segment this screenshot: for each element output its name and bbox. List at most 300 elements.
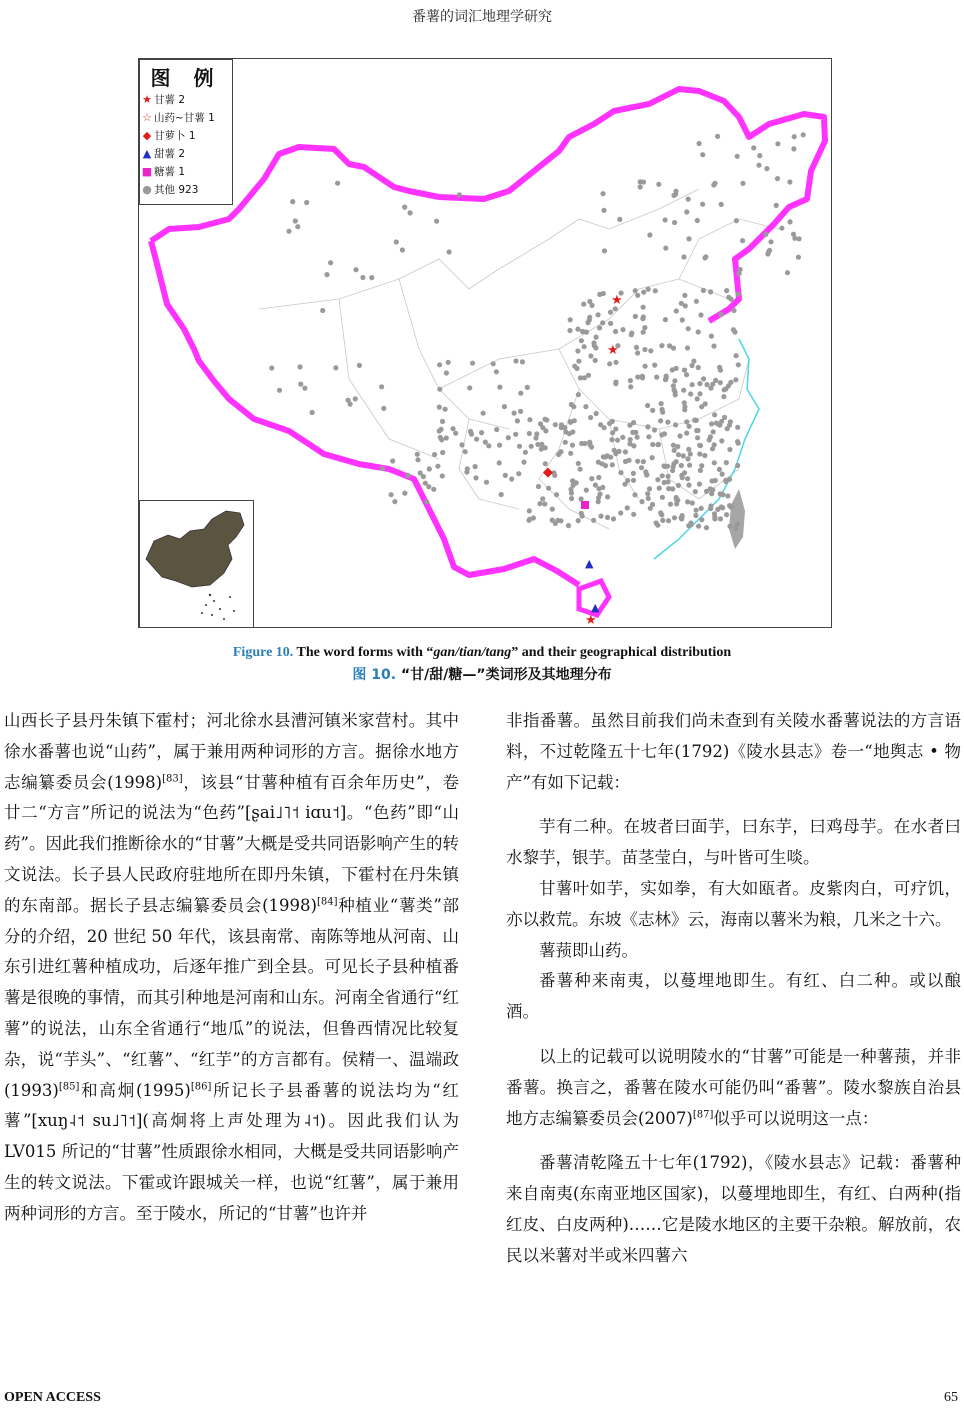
location-dot [572, 418, 577, 423]
location-dot [353, 267, 358, 272]
location-dot [512, 411, 517, 416]
location-dot [678, 433, 683, 438]
location-dot [494, 427, 499, 432]
location-dot [484, 480, 489, 485]
location-dot [593, 358, 598, 363]
marker-gan-shu: ★ [611, 293, 623, 308]
legend-label: 甘薯 2 [154, 93, 186, 106]
location-dot [494, 369, 499, 374]
location-dot [602, 248, 607, 253]
location-dot [567, 328, 572, 333]
location-dot [709, 334, 714, 339]
location-dot [335, 181, 340, 186]
location-dot [406, 473, 411, 478]
location-dot [632, 492, 637, 497]
location-dot [673, 422, 678, 427]
location-dot [450, 426, 455, 431]
figure-caption-zh [0, 664, 964, 684]
location-dot [711, 344, 716, 349]
body-paragraph: 非指番薯。虽然目前我们尚未查到有关陵水番薯说法的方言语料，不过乾隆五十七年(1792)《陵水县志》卷一“地舆志 • 物产”有如下记载： [506, 711, 961, 792]
location-dot [679, 473, 684, 478]
location-dot [671, 443, 676, 448]
location-dot [724, 460, 729, 465]
location-dot [736, 362, 741, 367]
location-dot [618, 510, 623, 515]
location-dot [596, 475, 601, 480]
location-dot [618, 470, 623, 475]
location-dot [763, 232, 768, 237]
location-dot [695, 435, 700, 440]
location-dot [652, 363, 657, 368]
location-dot [700, 152, 705, 157]
location-dot [699, 463, 704, 468]
location-dot [686, 523, 691, 528]
national-border [151, 89, 825, 321]
legend-item [140, 90, 232, 108]
location-dot [513, 432, 518, 437]
location-dot [463, 449, 468, 454]
location-dot [673, 392, 678, 397]
location-dot [642, 347, 647, 352]
location-dot [720, 472, 725, 477]
location-dot [699, 506, 704, 511]
location-dot [579, 496, 584, 501]
location-dot [672, 515, 677, 520]
location-dot [523, 450, 528, 455]
location-dot [434, 219, 439, 224]
location-dot [470, 361, 475, 366]
location-dot [379, 384, 384, 389]
location-dot [563, 440, 568, 445]
location-dot [402, 491, 407, 496]
location-dot [576, 359, 581, 364]
location-dot [479, 430, 484, 435]
left-column [4, 706, 459, 1230]
location-dot [605, 515, 610, 520]
location-dot [527, 508, 532, 513]
block-quote: 芋有二种。在坡者曰面芋，曰东芋，曰鸡母芋。在水者曰水黎芋，银芋。苗茎莹白，与叶皆可生啖。 [506, 817, 961, 868]
location-dot [389, 492, 394, 497]
location-dot [310, 410, 315, 415]
location-dot [570, 429, 575, 434]
location-dot [700, 202, 705, 207]
location-dot [529, 444, 534, 449]
location-dot [521, 460, 526, 465]
location-dot [650, 442, 655, 447]
text-run: 种植业“薯类”部分的介绍，20 世纪 50 年代，该县南常、南陈等地从河南、山东引进红薯种植成功，后逐年推广到全县。可见长子县种植番薯是很晚的事情，而其引种地是河南和山东。河南全省通行“红薯”的说法，山东全省通行“地瓜”的说法，但鲁西情况比较复杂，说“芋头”、“红薯”、“红芋”的方言都有。侯精一、温端政(1993) [4, 895, 459, 1100]
location-dot [788, 219, 793, 224]
location-dot [663, 317, 668, 322]
location-dot [589, 303, 594, 308]
location-dot [554, 492, 559, 497]
legend-item [140, 144, 232, 162]
location-dot [610, 462, 615, 467]
location-dot [582, 344, 587, 349]
location-dot [607, 361, 612, 366]
location-dot [666, 474, 671, 479]
triangle-icon: ▲ [142, 146, 152, 160]
location-dot [674, 501, 679, 506]
location-dot [591, 518, 596, 523]
location-dot [674, 459, 679, 464]
inset-china-shape [146, 511, 244, 587]
marker-tang-shu [581, 501, 589, 509]
star-icon: ★ [142, 92, 152, 106]
location-dot [588, 353, 593, 358]
location-dot [732, 330, 737, 335]
location-dot [775, 176, 780, 181]
block-quote: 薯蓣即山药。 [539, 940, 638, 960]
location-dot [473, 475, 478, 480]
location-dot [579, 338, 584, 343]
marker-gan-shu: ★ [607, 343, 619, 358]
location-dot [592, 343, 597, 348]
location-dot [625, 478, 630, 483]
location-dot [520, 359, 525, 364]
location-dot [431, 487, 436, 492]
location-dot [681, 254, 686, 259]
location-dot [658, 418, 663, 423]
location-dot [633, 314, 638, 319]
location-dot [513, 358, 518, 363]
location-dot [681, 453, 686, 458]
location-dot [682, 368, 687, 373]
location-dot [600, 320, 605, 325]
location-dot [641, 459, 646, 464]
marker-gan-luobo: ◆ [543, 465, 553, 480]
location-dot [735, 463, 740, 468]
location-dot [740, 238, 745, 243]
location-dot [676, 452, 681, 457]
location-dot [712, 516, 717, 521]
location-dot [380, 466, 385, 471]
location-dot [381, 406, 386, 411]
location-dot [722, 415, 727, 420]
location-dot [333, 365, 338, 370]
location-dot [615, 438, 620, 443]
location-dot [506, 435, 511, 440]
location-dot [711, 429, 716, 434]
location-dot [527, 431, 532, 436]
location-dot [676, 483, 681, 488]
text-run: 所记长子县番薯的说法均为“红薯”[xuŋ˨˦ su˩˥˦](高炯将上声处理为˨˦)。因此我们认为 LV015 所记的“甘薯”性质跟徐水相同，大概是受共同语影响产生的转文说法。下霍或许跟城关一样，也说“红薯”，属于兼用两种词形的方言。至于陵水，所记的“甘薯”也许并 [4, 1080, 459, 1223]
location-dot [662, 431, 667, 436]
inset-map-graphic [140, 501, 254, 628]
running-head: 番薯的词汇地理学研究 [412, 9, 552, 25]
location-dot [659, 343, 664, 348]
location-dot [440, 473, 445, 478]
citation-ref: [83] [162, 773, 183, 785]
location-dot [672, 220, 677, 225]
location-dot [697, 381, 702, 386]
location-dot [685, 456, 690, 461]
location-dot [724, 288, 729, 293]
text-run: ，该县“甘薯种植有百余年历史”，卷廿二“方言”所记的说法为“色药”[ʂai˩˥˦ iɑu˦]。“色药”即“山药”。因此我们推断徐水的“甘薯”大概是受共同语影响产生的转文说法。长子县人民政府驻地所在即丹朱镇，下霍村在丹朱镇的东南部。据长子县志编纂委员会(1998) [4, 772, 459, 915]
location-dot [517, 444, 522, 449]
location-dot [690, 500, 695, 505]
citation-ref: [85] [58, 1081, 80, 1093]
location-dot [357, 363, 362, 368]
location-dot [497, 385, 502, 390]
location-dot [578, 375, 583, 380]
location-dot [673, 189, 678, 194]
location-dot [645, 424, 650, 429]
location-dot [647, 486, 652, 491]
location-dot [569, 402, 574, 407]
location-dot [576, 518, 581, 523]
location-dot [667, 343, 672, 348]
location-dot [597, 325, 602, 330]
location-dot [674, 366, 679, 371]
location-dot [708, 386, 713, 391]
location-dot [652, 427, 657, 432]
location-dot [639, 499, 644, 504]
location-dot [464, 469, 469, 474]
location-dot [740, 181, 745, 186]
location-dot [437, 387, 442, 392]
province-boundaries [259, 189, 779, 529]
location-dot [679, 301, 684, 306]
location-dot [527, 417, 532, 422]
location-dot [731, 308, 736, 313]
location-dot [684, 372, 689, 377]
location-dot [572, 364, 577, 369]
location-dot [617, 217, 622, 222]
location-dot [725, 493, 730, 498]
location-dot [503, 473, 508, 478]
location-dot [568, 487, 573, 492]
location-dot [608, 321, 613, 326]
location-dot [653, 288, 658, 293]
location-dot [648, 506, 653, 511]
location-dot [481, 411, 486, 416]
location-dot [290, 199, 295, 204]
location-dot [598, 422, 603, 427]
location-dot [631, 471, 636, 476]
location-dot [544, 417, 549, 422]
location-dot [542, 501, 547, 506]
location-dot [598, 514, 603, 519]
location-dot [601, 208, 606, 213]
location-dot [713, 378, 718, 383]
location-dot [631, 443, 636, 448]
location-dot [437, 405, 442, 410]
location-dot [509, 476, 514, 481]
location-dot [674, 308, 679, 313]
block-quote: 番薯种来南夷，以蔓埋地即生。有红、白二种。或以酿酒。 [506, 971, 961, 1022]
location-dot [699, 517, 704, 522]
location-dot [643, 469, 648, 474]
location-dot [613, 360, 618, 365]
location-dot [626, 458, 631, 463]
location-dot [735, 154, 740, 159]
location-dot [440, 450, 445, 455]
location-dot [584, 488, 589, 493]
location-dot [791, 232, 796, 237]
location-dot [655, 523, 660, 528]
location-dot [680, 317, 685, 322]
marker-tian-shu: ▲ [585, 557, 594, 570]
location-dot [415, 452, 420, 457]
text-run: 以上的记载可以说明陵水的“甘薯”可能是一种薯蓣，并非番薯。换言之，番薯在陵水可能仍叫“番薯”。陵水黎族自治县地方志编纂委员会(2007) [506, 1046, 961, 1128]
text-run: 山西长子县丹朱镇下霍村；河北徐水县漕河镇米家营村。其中徐水番薯也说“山药”，属于兼用两种词形的方言。据徐水地方志编纂委员会(1998) [4, 711, 459, 792]
location-dot [563, 429, 568, 434]
location-dot [583, 404, 588, 409]
location-dot [725, 426, 730, 431]
location-dot [701, 376, 706, 381]
location-dot [427, 466, 432, 471]
location-dot [635, 293, 640, 298]
location-dot [635, 435, 640, 440]
location-dot [726, 295, 731, 300]
location-dot [629, 332, 634, 337]
location-dot [796, 255, 801, 260]
location-dot [635, 374, 640, 379]
location-dot [641, 179, 646, 184]
location-dot [328, 260, 333, 265]
location-dot [643, 364, 648, 369]
location-dot [656, 182, 661, 187]
hollow-star-icon: ☆ [142, 110, 152, 124]
location-dot [695, 396, 700, 401]
body-paragraph [506, 1042, 961, 1134]
legend-item [140, 126, 232, 144]
location-dot [702, 453, 707, 458]
location-dot [402, 205, 407, 210]
location-dot [610, 430, 615, 435]
legend-label: 糖薯 1 [154, 165, 186, 178]
location-dot [620, 435, 625, 440]
location-dot [546, 486, 551, 491]
location-dot [727, 503, 732, 508]
location-dot [559, 422, 564, 427]
location-dot [516, 471, 521, 476]
location-dot [320, 308, 325, 313]
location-dot [650, 455, 655, 460]
map-figure [138, 58, 832, 628]
location-dot [540, 496, 545, 501]
location-dot [697, 391, 702, 396]
location-dot [608, 455, 613, 460]
location-dot [645, 403, 650, 408]
location-dot [537, 501, 542, 506]
location-dot [575, 348, 580, 353]
location-dot [415, 457, 420, 462]
legend-label: 甜薯 2 [154, 147, 186, 160]
location-dot [594, 335, 599, 340]
square-icon: ■ [141, 164, 153, 178]
location-dot [535, 442, 540, 447]
location-dot [589, 476, 594, 481]
location-dot [704, 382, 709, 387]
location-dot [531, 515, 536, 520]
location-dot [553, 422, 558, 427]
location-dot [628, 378, 633, 383]
location-dot [685, 499, 690, 504]
location-dot [586, 373, 591, 378]
location-dot [686, 236, 691, 241]
citation-ref: [86] [190, 1081, 212, 1093]
location-dot [724, 512, 729, 517]
location-dot [611, 516, 616, 521]
location-dot [558, 518, 563, 523]
location-dot [390, 458, 395, 463]
location-dot [491, 361, 496, 366]
location-dot [690, 382, 695, 387]
location-dot [688, 451, 693, 456]
taiwan-island [729, 489, 745, 549]
location-dot [426, 484, 431, 489]
location-dot [518, 391, 523, 396]
location-dot [751, 145, 756, 150]
location-dot [664, 375, 669, 380]
location-dot [660, 473, 665, 478]
location-dot [630, 430, 635, 435]
location-dot [779, 226, 784, 231]
legend-label: 山药~甘薯 1 [154, 111, 215, 124]
location-dot [801, 132, 806, 137]
location-dot [569, 496, 574, 501]
location-dot [646, 496, 651, 501]
location-dot [639, 465, 644, 470]
location-dot [660, 495, 665, 500]
location-dot [600, 461, 605, 466]
location-dot [499, 492, 504, 497]
location-dot [304, 200, 309, 205]
location-dot [684, 419, 689, 424]
location-dot [533, 435, 538, 440]
location-dot [785, 270, 790, 275]
location-dot [679, 463, 684, 468]
location-dot [580, 513, 585, 518]
right-column [506, 706, 961, 1272]
location-dot [400, 247, 405, 252]
location-dot [613, 329, 618, 334]
location-dot [408, 210, 413, 215]
location-dot [444, 435, 449, 440]
location-dot [609, 437, 614, 442]
location-dot [710, 478, 715, 483]
map-legend [139, 59, 233, 205]
location-dot [682, 293, 687, 298]
location-dot [633, 288, 638, 293]
location-dot [717, 365, 722, 370]
location-dot [439, 427, 444, 432]
location-dot [536, 484, 541, 489]
location-dot [679, 516, 684, 521]
block-quote: 甘薯叶如芋，实如拳，有大如瓯者。皮紫肉白，可疗饥，亦以救荒。东坡《志林》云，海南以薯米为粮，几米之十六。 [506, 878, 961, 929]
location-dot [607, 421, 612, 426]
location-dot [686, 197, 691, 202]
location-dot [601, 291, 606, 296]
location-dot [467, 385, 472, 390]
location-dot [518, 409, 523, 414]
location-dot [439, 437, 444, 442]
location-dot [474, 437, 479, 442]
location-dot [791, 146, 796, 151]
location-dot [589, 444, 594, 449]
location-dot [631, 512, 636, 517]
location-dot [686, 483, 691, 488]
location-dot [298, 382, 303, 387]
location-dot [587, 317, 592, 322]
citation-ref: [87] [692, 1109, 714, 1121]
location-dot [727, 524, 732, 529]
location-dot [736, 292, 741, 297]
location-dot [605, 494, 610, 499]
location-dot [693, 513, 698, 518]
location-dot [568, 451, 573, 456]
